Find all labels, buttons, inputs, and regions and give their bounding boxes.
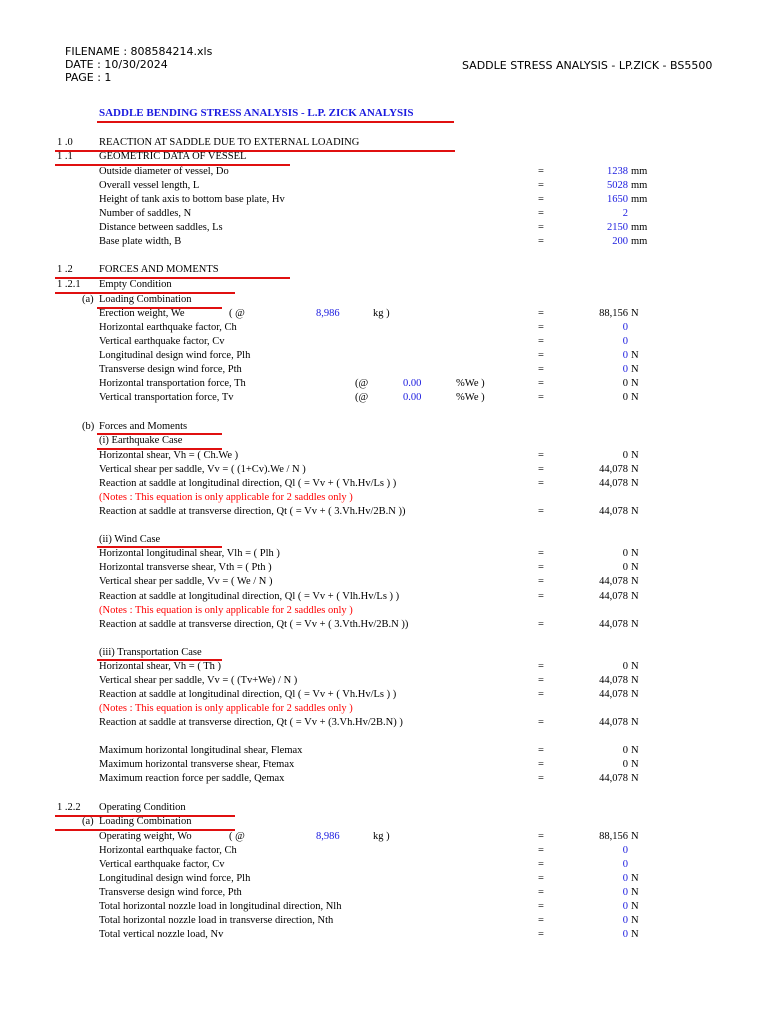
row-unit: N (631, 619, 639, 630)
row-label: Total horizontal nozzle load in transverse direction, Nth (99, 915, 334, 926)
row-unit: N (631, 464, 639, 475)
row-unit: N (631, 591, 639, 602)
row-value: 0 (622, 759, 628, 770)
equals-sign: = (538, 591, 544, 602)
page-label: PAGE : 1 (65, 71, 112, 84)
equals-sign: = (538, 464, 544, 475)
row-value: 0 (622, 350, 628, 361)
row-label: Reaction at saddle at transverse direction, Qt ( = Vv + (3.Vh.Hv/2B.N) ) (99, 717, 403, 728)
equals-sign: = (538, 759, 544, 770)
row-value: 0 (622, 378, 628, 389)
row-label: Distance between saddles, Ls (99, 222, 223, 233)
row-label: Overall vessel length, L (99, 180, 200, 191)
row-value: 0 (622, 901, 628, 912)
equals-sign: = (538, 689, 544, 700)
row-value: 1238 (607, 166, 628, 177)
row-value: 0 (622, 661, 628, 672)
row-value: 0 (622, 548, 628, 559)
row-label: Longitudinal design wind force, Plh (99, 350, 251, 361)
row-label: Vertical shear per saddle, Vv = ( We / N ) (99, 576, 273, 587)
equals-sign: = (538, 478, 544, 489)
equals-sign: = (538, 717, 544, 728)
row-label: Loading Combination (99, 294, 192, 305)
row-label: (Notes : This equation is only applicable for 2 saddles only ) (99, 703, 353, 714)
row-unit: N (631, 364, 639, 375)
row-unit: N (631, 759, 639, 770)
paren-open: ( @ (229, 308, 245, 319)
row-unit: mm (631, 194, 648, 205)
row-label: Reaction at saddle at longitudinal direction, Ql ( = Vv + ( Vlh.Hv/Ls ) ) (99, 591, 400, 602)
row-label: Transverse design wind force, Pth (99, 887, 242, 898)
section-heading: GEOMETRIC DATA OF VESSEL (99, 151, 247, 162)
row-unit: N (631, 350, 639, 361)
equals-sign: = (538, 548, 544, 559)
equals-sign: = (538, 350, 544, 361)
row-label: (Notes : This equation is only applicable for 2 saddles only ) (99, 492, 353, 503)
subsection-label: (a) (82, 816, 94, 827)
row-value: 88,156 (599, 308, 628, 319)
section-heading: Operating Condition (99, 802, 186, 813)
row-unit: N (631, 873, 639, 884)
section-number: 1 .2.1 (57, 279, 81, 290)
row-unit: N (631, 901, 639, 912)
row-label: Reaction at saddle at longitudinal direction, Ql ( = Vv + ( Vh.Hv/Ls ) ) (99, 689, 397, 700)
row-label: Horizontal earthquake factor, Ch (99, 845, 237, 856)
section-heading: Empty Condition (99, 279, 172, 290)
row-label: Horizontal longitudinal shear, Vlh = ( Plh ) (99, 548, 280, 559)
equals-sign: = (538, 322, 544, 333)
row-label: Height of tank axis to bottom base plate, Hv (99, 194, 285, 205)
equals-sign: = (538, 562, 544, 573)
paren-open: (@ (355, 378, 369, 389)
row-value: 2150 (607, 222, 628, 233)
report-title: SADDLE BENDING STRESS ANALYSIS - L.P. ZICK ANALYSIS (99, 107, 414, 119)
equals-sign: = (538, 619, 544, 630)
row-value: 0 (622, 873, 628, 884)
row-value: 44,078 (599, 675, 628, 686)
row-unit: N (631, 831, 639, 842)
row-label: Maximum horizontal transverse shear, Ftemax (99, 759, 295, 770)
kg-unit: kg ) (373, 308, 390, 319)
row-label: (i) Earthquake Case (99, 435, 183, 446)
row-label: Vertical shear per saddle, Vv = ( (1+Cv).We / N ) (99, 464, 306, 475)
equals-sign: = (538, 675, 544, 686)
row-unit: N (631, 576, 639, 587)
row-label: (iii) Transportation Case (99, 647, 202, 658)
subsection-label: (b) (82, 421, 95, 432)
row-label: Vertical transportation force, Tv (99, 392, 234, 403)
equals-sign: = (538, 236, 544, 247)
row-unit: N (631, 450, 639, 461)
percent-unit: %We ) (456, 378, 485, 389)
row-unit: N (631, 689, 639, 700)
row-label: Number of saddles, N (99, 208, 192, 219)
row-label: Horizontal transportation force, Th (99, 378, 246, 389)
row-value: 44,078 (599, 773, 628, 784)
row-label: Maximum reaction force per saddle, Qemax (99, 773, 285, 784)
row-value: 0 (622, 887, 628, 898)
row-unit: mm (631, 166, 648, 177)
row-value: 0 (622, 929, 628, 940)
row-value: 0 (622, 392, 628, 403)
row-unit: N (631, 392, 639, 403)
row-unit: N (631, 675, 639, 686)
row-value: 0 (622, 450, 628, 461)
row-value: 0 (622, 336, 628, 347)
row-label: Horizontal earthquake factor, Ch (99, 322, 237, 333)
equals-sign: = (538, 364, 544, 375)
equals-sign: = (538, 166, 544, 177)
row-value: 1650 (607, 194, 628, 205)
row-label: Loading Combination (99, 816, 192, 827)
row-value: 200 (612, 236, 628, 247)
row-label: Total horizontal nozzle load in longitudinal direction, Nlh (99, 901, 342, 912)
row-unit: N (631, 562, 639, 573)
row-label: Vertical shear per saddle, Vv = ( (Tv+We) / N ) (99, 675, 298, 686)
underline (55, 277, 290, 279)
date-label: DATE : 10/30/2024 (65, 58, 168, 71)
equals-sign: = (538, 773, 544, 784)
paren-open: (@ (355, 392, 369, 403)
row-unit: N (631, 929, 639, 940)
row-value: 88,156 (599, 831, 628, 842)
row-unit: N (631, 506, 639, 517)
row-value: 0 (622, 562, 628, 573)
row-label: Vertical earthquake factor, Cv (99, 336, 225, 347)
equals-sign: = (538, 661, 544, 672)
row-value: 44,078 (599, 689, 628, 700)
row-value: 5028 (607, 180, 628, 191)
row-value: 2 (622, 208, 628, 219)
equals-sign: = (538, 845, 544, 856)
equals-sign: = (538, 208, 544, 219)
row-label: Transverse design wind force, Pth (99, 364, 242, 375)
kg-unit: kg ) (373, 831, 390, 842)
row-label: Vertical earthquake factor, Cv (99, 859, 225, 870)
row-value: 0 (622, 745, 628, 756)
row-label: (Notes : This equation is only applicable for 2 saddles only ) (99, 605, 353, 616)
row-value: 44,078 (599, 506, 628, 517)
row-label: Total vertical nozzle load, Nv (99, 929, 224, 940)
row-value: 0 (622, 364, 628, 375)
section-number: 1 .0 (57, 137, 73, 148)
equals-sign: = (538, 308, 544, 319)
equals-sign: = (538, 745, 544, 756)
row-label: Reaction at saddle at longitudinal direction, Ql ( = Vv + ( Vh.Hv/Ls ) ) (99, 478, 397, 489)
row-value: 0 (622, 322, 628, 333)
row-unit: N (631, 548, 639, 559)
row-label: Erection weight, We (99, 308, 185, 319)
row-unit: N (631, 661, 639, 672)
equals-sign: = (538, 887, 544, 898)
section-heading: REACTION AT SADDLE DUE TO EXTERNAL LOADING (99, 137, 360, 148)
equals-sign: = (538, 831, 544, 842)
section-number: 1 .1 (57, 151, 73, 162)
row-value: 0 (622, 859, 628, 870)
equals-sign: = (538, 450, 544, 461)
section-heading: FORCES AND MOMENTS (99, 264, 219, 275)
equals-sign: = (538, 915, 544, 926)
equals-sign: = (538, 506, 544, 517)
equals-sign: = (538, 392, 544, 403)
row-unit: N (631, 717, 639, 728)
equals-sign: = (538, 901, 544, 912)
row-label: Longitudinal design wind force, Plh (99, 873, 251, 884)
row-label: Horizontal transverse shear, Vth = ( Pth ) (99, 562, 272, 573)
row-label: Forces and Moments (99, 421, 188, 432)
row-value: 44,078 (599, 576, 628, 587)
underline (97, 121, 454, 123)
row-label: (ii) Wind Case (99, 534, 161, 545)
paren-open: ( @ (229, 831, 245, 842)
row-value: 44,078 (599, 619, 628, 630)
row-label: Maximum horizontal longitudinal shear, Flemax (99, 745, 303, 756)
row-unit: N (631, 887, 639, 898)
equals-sign: = (538, 336, 544, 347)
equals-sign: = (538, 576, 544, 587)
equals-sign: = (538, 222, 544, 233)
row-unit: mm (631, 236, 648, 247)
row-unit: N (631, 378, 639, 389)
row-unit: mm (631, 180, 648, 191)
percent-value: 0.00 (403, 392, 422, 403)
filename-label: FILENAME : 808584214.xls (65, 45, 213, 58)
row-label: Reaction at saddle at transverse direction, Qt ( = Vv + ( 3.Vh.Hv/2B.N )) (99, 506, 406, 517)
document-title: SADDLE STRESS ANALYSIS - LP.ZICK - BS5500 (462, 59, 713, 72)
equals-sign: = (538, 180, 544, 191)
row-label: Base plate width, B (99, 236, 182, 247)
row-label: Horizontal shear, Vh = ( Th ) (99, 661, 222, 672)
weight-kg-value: 8,986 (316, 308, 340, 319)
row-label: Reaction at saddle at transverse direction, Qt ( = Vv + ( 3.Vth.Hv/2B.N )) (99, 619, 409, 630)
row-unit: N (631, 308, 639, 319)
percent-unit: %We ) (456, 392, 485, 403)
subsection-label: (a) (82, 294, 94, 305)
row-unit: N (631, 745, 639, 756)
weight-kg-value: 8,986 (316, 831, 340, 842)
row-label: Operating weight, Wo (99, 831, 192, 842)
equals-sign: = (538, 378, 544, 389)
equals-sign: = (538, 194, 544, 205)
row-unit: N (631, 915, 639, 926)
row-value: 0 (622, 915, 628, 926)
row-label: Outside diameter of vessel, Do (99, 166, 229, 177)
equals-sign: = (538, 859, 544, 870)
section-number: 1 .2 (57, 264, 73, 275)
row-unit: N (631, 773, 639, 784)
percent-value: 0.00 (403, 378, 422, 389)
row-value: 44,078 (599, 717, 628, 728)
row-value: 0 (622, 845, 628, 856)
equals-sign: = (538, 929, 544, 940)
row-value: 44,078 (599, 591, 628, 602)
row-label: Horizontal shear, Vh = ( Ch.We ) (99, 450, 239, 461)
equals-sign: = (538, 873, 544, 884)
section-number: 1 .2.2 (57, 802, 81, 813)
row-unit: mm (631, 222, 648, 233)
row-unit: N (631, 478, 639, 489)
row-value: 44,078 (599, 478, 628, 489)
row-value: 44,078 (599, 464, 628, 475)
